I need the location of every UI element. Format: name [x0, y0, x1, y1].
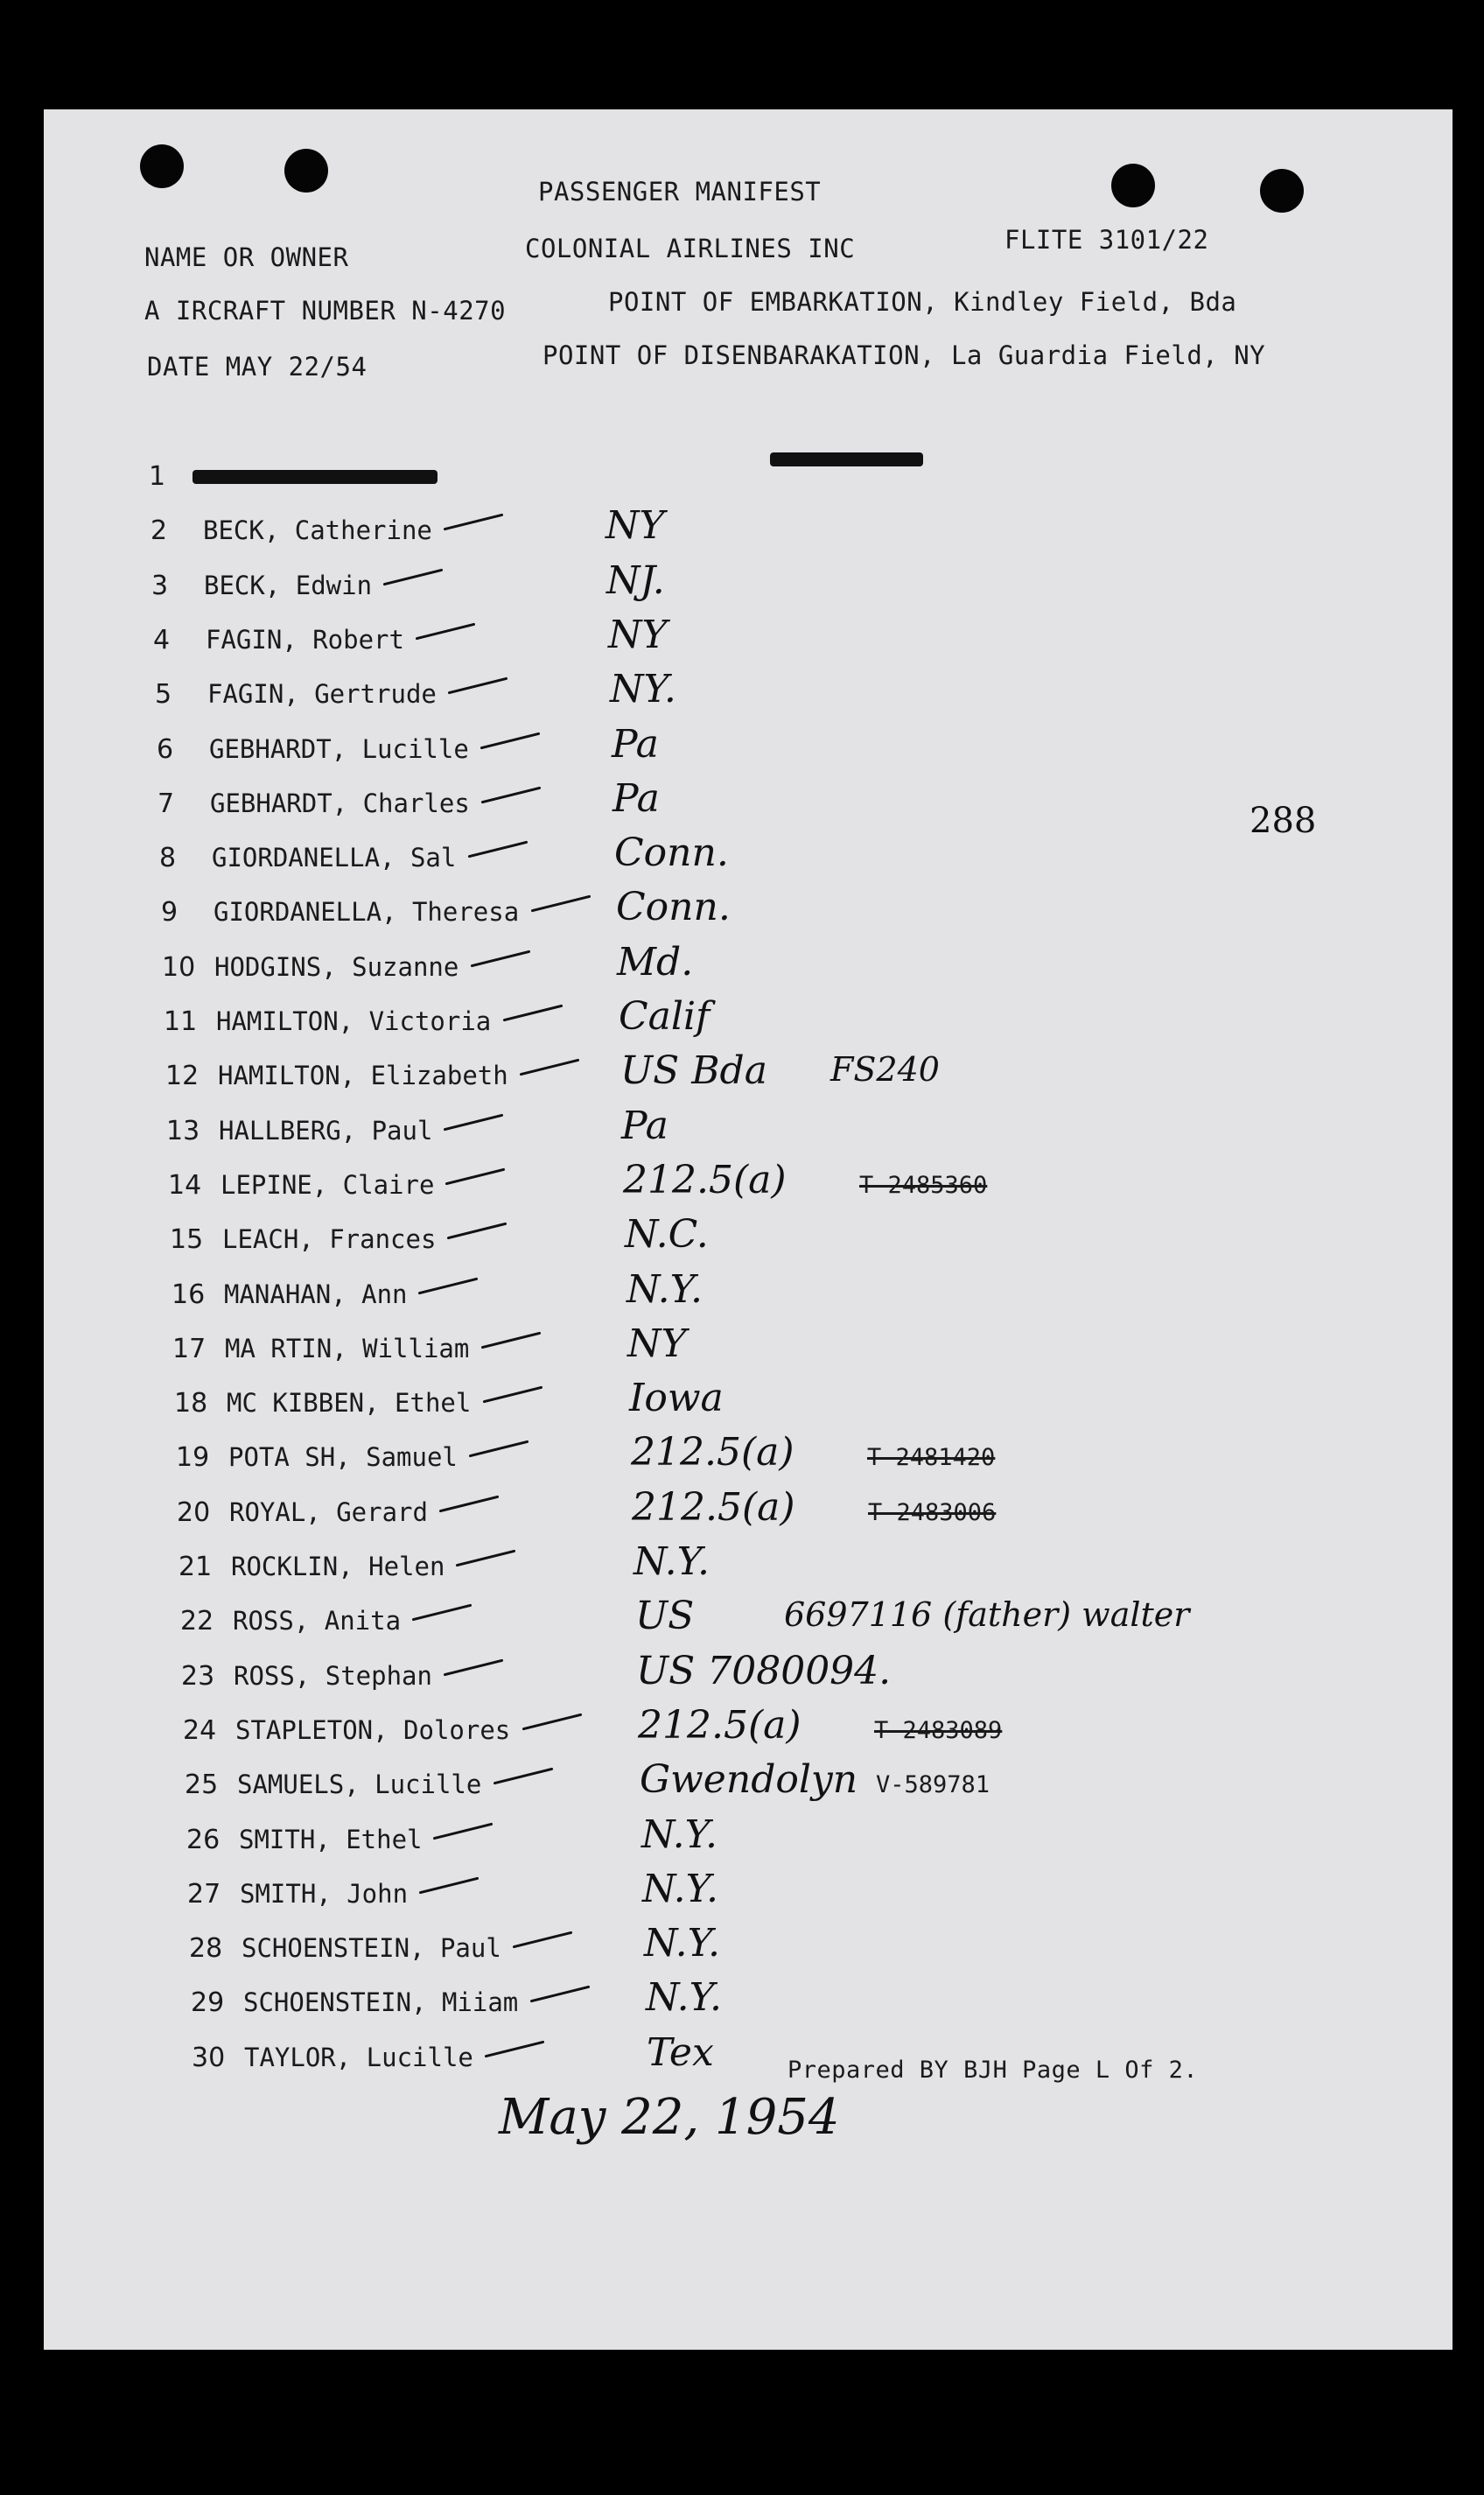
passenger-number: 6 — [157, 733, 174, 765]
passenger-name: HAMILTON, Victoria — [216, 1006, 492, 1036]
passenger-destination: Pa — [621, 1103, 668, 1148]
check-mark — [418, 1277, 479, 1294]
passenger-destination: 212.5(a) — [631, 1430, 794, 1475]
check-mark — [485, 2040, 545, 2057]
passenger-row — [185, 1757, 1410, 1822]
passenger-number: 23 — [181, 1660, 215, 1692]
passenger-number: 4 — [153, 624, 171, 655]
passenger-destination: N.Y. — [644, 1921, 721, 1966]
check-mark — [493, 1768, 553, 1785]
passenger-destination: Md. — [617, 939, 694, 985]
check-mark — [529, 1986, 590, 2003]
passenger-name: TAYLOR, Lucille — [244, 2042, 473, 2072]
passenger-destination: N.Y. — [626, 1266, 704, 1312]
check-mark — [482, 1386, 542, 1404]
passenger-number: 8 — [159, 843, 177, 874]
passenger-note: 6697116 (father) walter — [784, 1595, 1190, 1635]
passenger-name: ROSS, Stephan — [234, 1660, 432, 1691]
passenger-destination: Calif — [619, 994, 710, 1039]
passenger-number: 1 — [149, 461, 166, 492]
passenger-destination: Conn. — [616, 885, 731, 930]
passenger-destination: Iowa — [629, 1376, 724, 1421]
passenger-row — [157, 721, 1382, 787]
passenger-row — [170, 1212, 1395, 1277]
passenger-name: SMITH, Ethel — [239, 1824, 423, 1854]
passenger-name: LEPINE, Claire — [220, 1169, 435, 1200]
check-mark — [470, 950, 530, 967]
passenger-destination: NJ. — [606, 557, 665, 603]
passenger-reference: T-2481420 — [867, 1444, 996, 1472]
passenger-destination: 212.5(a) — [623, 1157, 787, 1202]
passenger-name: HAMILTON, Elizabeth — [218, 1061, 508, 1091]
aircraft-number: A IRCRAFT NUMBER N-4270 — [144, 296, 507, 326]
check-mark — [456, 1550, 516, 1567]
passenger-name: ROCKLIN, Helen — [231, 1552, 445, 1581]
passenger-number: 18 — [174, 1388, 208, 1419]
check-mark — [467, 841, 528, 859]
passenger-number: 29 — [191, 1987, 225, 2019]
passenger-number: 22 — [180, 1606, 214, 1637]
passenger-row — [172, 1266, 1396, 1332]
passenger-name: MANAHAN, Ann — [224, 1279, 408, 1309]
passenger-row — [151, 557, 1376, 623]
manifest-date: DATE MAY 22/54 — [147, 352, 368, 382]
passenger-number: 5 — [155, 679, 172, 711]
passenger-name: HALLBERG, Paul — [219, 1115, 433, 1146]
disembarkation-point: POINT OF DISENBARAKATION, La Guardia Field, NY — [542, 340, 1266, 370]
passenger-number: 10 — [162, 951, 196, 983]
passenger-reference: T-2483006 — [868, 1498, 997, 1526]
passenger-row — [162, 939, 1387, 1005]
passenger-name: POTA SH, Samuel — [228, 1442, 458, 1473]
passenger-row — [191, 1975, 1416, 2040]
passenger-row — [159, 830, 1384, 895]
passenger-number: 16 — [172, 1279, 206, 1310]
passenger-row — [189, 1921, 1414, 1986]
passenger-name: GEBHARDT, Charles — [210, 788, 470, 818]
passenger-name: MA RTIN, William — [225, 1333, 470, 1363]
passenger-destination: 212.5(a) — [638, 1702, 802, 1748]
passenger-number: 14 — [168, 1169, 202, 1201]
passenger-destination: 212.5(a) — [632, 1484, 795, 1530]
embarkation-point: POINT OF EMBARKATION, Kindley Field, Bda — [608, 287, 1237, 317]
passenger-number: 21 — [178, 1552, 213, 1582]
passenger-row — [186, 1812, 1411, 1877]
check-mark — [520, 1059, 580, 1076]
passenger-name: SCHOENSTEIN, Miiam — [243, 1987, 519, 2018]
passenger-number: 12 — [165, 1061, 200, 1092]
passenger-number: 17 — [172, 1333, 206, 1364]
passenger-name: SMITH, John — [240, 1878, 409, 1909]
check-mark — [444, 514, 504, 531]
passenger-destination: Tex — [647, 2029, 714, 2075]
passenger-name: HODGINS, Suzanne — [214, 951, 459, 982]
check-mark — [480, 732, 541, 749]
company-name: COLONIAL AIRLINES INC — [525, 234, 856, 263]
passenger-row — [187, 1866, 1412, 1931]
manifest-sheet — [44, 109, 1452, 2350]
passenger-number: 20 — [177, 1496, 211, 1528]
check-mark — [513, 1931, 573, 1949]
passenger-name: BECK, Edwin — [204, 570, 373, 600]
passenger-number: 26 — [186, 1824, 220, 1855]
check-mark — [447, 1223, 508, 1240]
check-mark — [522, 1713, 582, 1730]
passenger-row — [168, 1157, 1393, 1223]
passenger-reference: V-589781 — [876, 1771, 990, 1799]
passenger-name: ROSS, Anita — [233, 1606, 402, 1636]
passenger-destination: NY — [608, 612, 668, 657]
passenger-reference: T-2485360 — [859, 1171, 988, 1199]
passenger-name: ROYAL, Gerard — [229, 1496, 428, 1527]
passenger-destination: N.C. — [625, 1212, 709, 1258]
passenger-number: 9 — [161, 897, 178, 929]
passenger-name: GIORDANELLA, Sal — [212, 843, 457, 873]
passenger-destination: N.Y. — [646, 1975, 723, 2021]
passenger-name: BECK, Catherine — [203, 515, 432, 546]
check-mark — [531, 895, 592, 913]
check-mark — [448, 677, 508, 695]
passenger-row — [149, 461, 1374, 514]
passenger-row — [161, 885, 1386, 950]
check-mark — [481, 786, 542, 803]
passenger-list — [44, 109, 1452, 2350]
signature-date: May 22, 1954 — [499, 2089, 840, 2146]
passenger-row — [172, 1321, 1397, 1386]
passenger-number: 13 — [166, 1115, 200, 1146]
passenger-number: 15 — [170, 1224, 204, 1256]
passenger-number: 19 — [176, 1442, 210, 1474]
passenger-name: SCHOENSTEIN, Paul — [242, 1933, 501, 1964]
stamp-number: 288 — [1250, 801, 1317, 841]
passenger-row — [158, 775, 1382, 841]
passenger-name: STAPLETON, Dolores — [235, 1714, 511, 1745]
passenger-row — [155, 667, 1380, 732]
check-mark — [480, 1331, 541, 1349]
passenger-destination: US Bda — [620, 1048, 767, 1094]
passenger-number: 30 — [192, 2042, 226, 2073]
passenger-number: 11 — [164, 1006, 198, 1037]
passenger-destination: N.Y. — [642, 1866, 719, 1911]
passenger-destination: Gwendolyn — [640, 1757, 858, 1803]
passenger-destination: N.Y. — [634, 1539, 710, 1584]
check-mark — [444, 1113, 504, 1131]
passenger-number: 24 — [183, 1714, 217, 1746]
check-mark — [433, 1822, 494, 1840]
check-mark — [445, 1167, 506, 1185]
passenger-destination: N.Y. — [641, 1812, 718, 1857]
check-mark — [443, 1658, 503, 1676]
passenger-name: GIORDANELLA, Theresa — [214, 897, 520, 928]
passenger-destination: NY. — [610, 667, 676, 712]
passenger-note: FS240 — [830, 1050, 940, 1090]
passenger-name: FAGIN, Robert — [206, 624, 404, 655]
manifest-title: PASSENGER MANIFEST — [538, 177, 822, 207]
check-mark — [418, 1876, 479, 1894]
check-mark — [502, 1005, 563, 1022]
check-mark — [382, 568, 443, 585]
redacted-name — [192, 470, 438, 484]
check-mark — [411, 1604, 472, 1622]
passenger-name: SAMUELS, Lucille — [237, 1770, 482, 1800]
prepared-by-footer: Prepared BY BJH Page L Of 2. — [788, 2057, 1199, 2084]
passenger-number: 2 — [150, 515, 168, 547]
passenger-name: FAGIN, Gertrude — [207, 679, 437, 710]
flight-number: FLITE 3101/22 — [1004, 225, 1209, 255]
passenger-row — [164, 994, 1389, 1059]
passenger-destination: NY — [606, 503, 665, 549]
passenger-row — [165, 1048, 1390, 1113]
passenger-row — [177, 1484, 1402, 1550]
check-mark — [469, 1440, 529, 1458]
passenger-number: 28 — [189, 1933, 223, 1965]
passenger-number: 27 — [187, 1878, 221, 1910]
passenger-name: GEBHARDT, Lucille — [209, 733, 469, 764]
passenger-number: 25 — [185, 1770, 219, 1801]
passenger-destination: NY — [627, 1321, 687, 1366]
passenger-destination: US — [635, 1594, 695, 1639]
owner-label: NAME OR OWNER — [144, 242, 349, 272]
check-mark — [415, 622, 475, 640]
passenger-number: 7 — [158, 788, 175, 819]
passenger-destination: Pa — [612, 775, 660, 821]
check-mark — [438, 1495, 499, 1512]
passenger-name: LEACH, Frances — [222, 1224, 437, 1255]
passenger-name: MC KIBBEN, Ethel — [227, 1388, 472, 1419]
passenger-reference: T-2483089 — [874, 1716, 1003, 1744]
passenger-row — [153, 612, 1378, 677]
passenger-destination: US 7080094. — [636, 1648, 892, 1693]
passenger-number: 3 — [151, 570, 169, 601]
passenger-row — [150, 503, 1376, 568]
passenger-destination: Conn. — [614, 830, 729, 876]
passenger-destination: Pa — [612, 721, 659, 767]
